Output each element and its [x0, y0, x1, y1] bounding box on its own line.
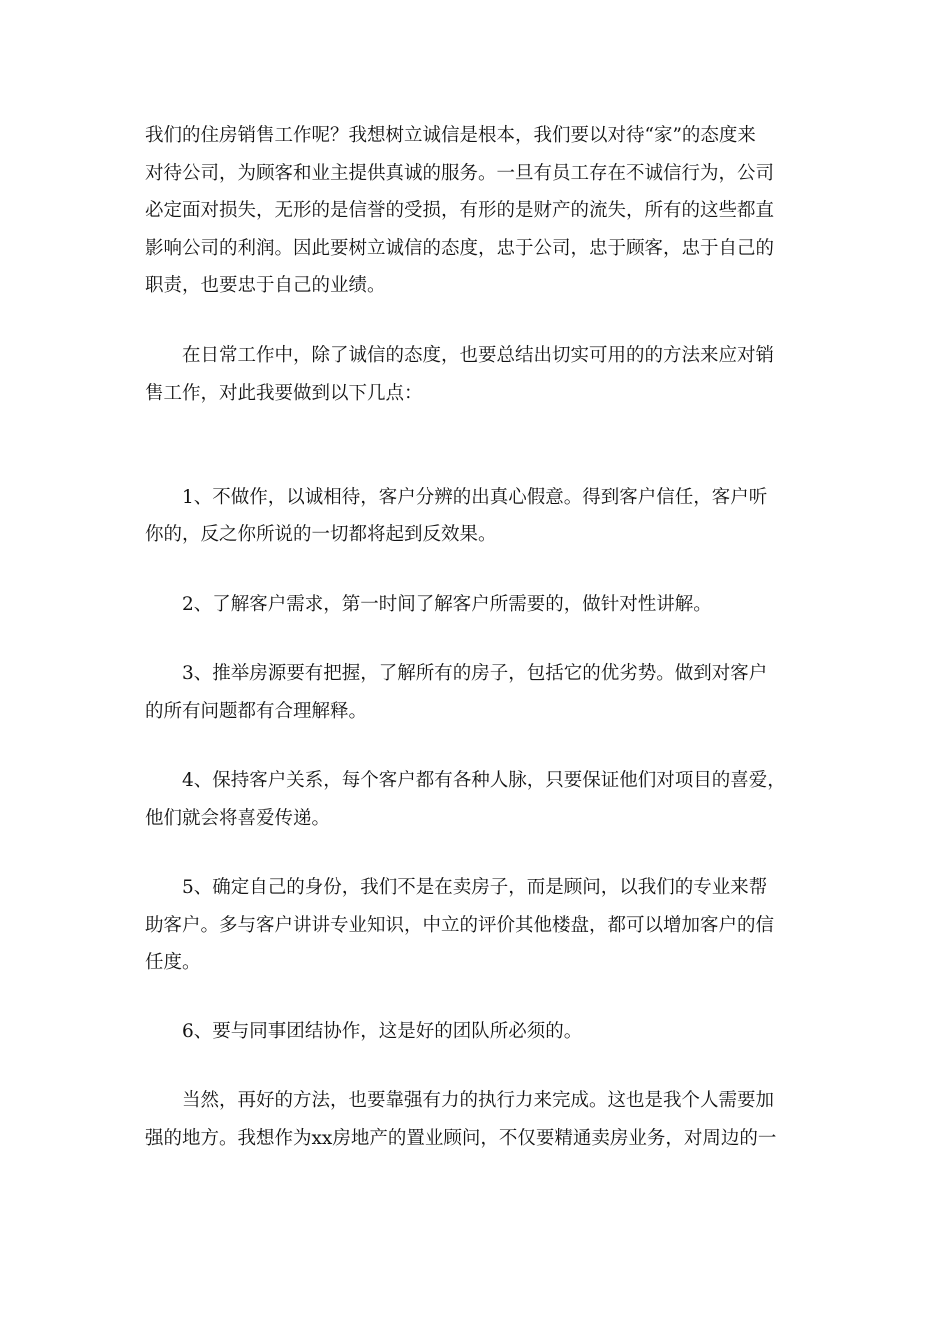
- text-line: 3、推举房源要有把握，了解所有的房子，包括它的优劣势。做到对客户: [145, 663, 768, 684]
- text-line: 的所有问题都有合理解释。: [145, 701, 368, 722]
- text-line: 影响公司的利润。因此要树立诚信的态度，忠于公司，忠于顾客，忠于自己的: [145, 238, 775, 259]
- text-line: 售工作，对此我要做到以下几点：: [145, 383, 423, 404]
- text-line: 当然，再好的方法，也要靠强有力的执行力来完成。这也是我个人需要加: [145, 1090, 775, 1111]
- text-line: 4、保持客户关系，每个客户都有各种人脉，只要保证他们对项目的喜爱，: [145, 770, 786, 791]
- text-line: 对待公司，为顾客和业主提供真诚的服务。一旦有员工存在不诚信行为，公司: [145, 163, 775, 184]
- text-line: 在日常工作中，除了诚信的态度，也要总结出切实可用的的方法来应对销: [145, 345, 775, 366]
- text-line: 6、要与同事团结协作，这是好的团队所必须的。: [145, 1021, 583, 1042]
- text-line: 2、了解客户需求，第一时间了解客户所需要的，做针对性讲解。: [145, 594, 712, 615]
- text-line: 任度。: [145, 952, 201, 973]
- text-line: 他们就会将喜爱传递。: [145, 808, 331, 829]
- text-line: 5、确定自己的身份，我们不是在卖房子，而是顾问，以我们的专业来帮: [145, 877, 768, 898]
- text-line: 你的，反之你所说的一切都将起到反效果。: [145, 524, 497, 545]
- text-line: 职责，也要忠于自己的业绩。: [145, 275, 386, 296]
- text-line: 我们的住房销售工作呢？我想树立诚信是根本，我们要以对待“家”的态度来: [145, 125, 756, 146]
- text-line: 助客户。多与客户讲讲专业知识，中立的评价其他楼盘，都可以增加客户的信: [145, 915, 775, 936]
- text-line: 强的地方。我想作为xx房地产的置业顾问，不仅要精通卖房业务，对周边的一: [145, 1128, 777, 1149]
- text-line: 1、不做作，以诚相待，客户分辨的出真心假意。得到客户信任，客户听: [145, 487, 768, 508]
- text-line: 必定面对损失，无形的是信誉的受损，有形的是财产的流失，所有的这些都直: [145, 200, 775, 221]
